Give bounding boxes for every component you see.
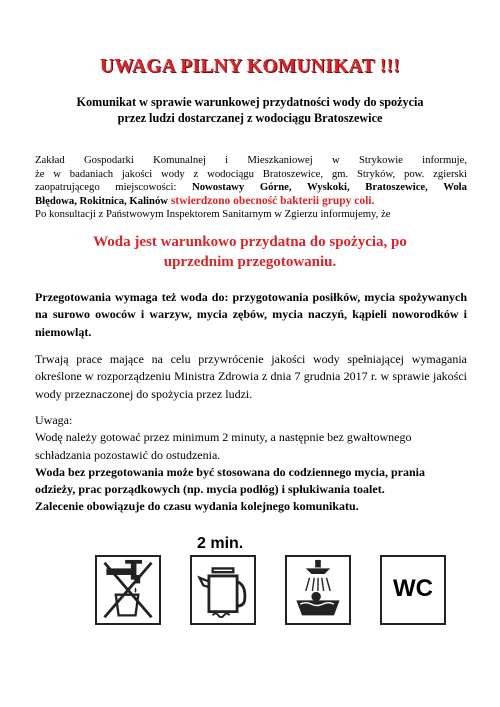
kettle-graphic — [192, 557, 254, 623]
warning-line-1: Woda jest warunkowo przydatna do spożycia, po — [93, 234, 407, 250]
intro-line-5: Po konsultacji z Państwowym Inspektorem Sanitarnym w Zgierzu informujemy, że — [35, 208, 391, 221]
intro-line-2: że w badaniach jakości wody z wodociągu Bratoszewice, gm. Stryków, pow. zgierski — [35, 167, 467, 180]
warning-line-2: uprzednim przegotowaniu. — [163, 254, 337, 270]
note-text: Wodę należy gotować przez minimum 2 minuty, a następnie bez gwałtownego schładzania pozostawić do ostudzenia. — [35, 430, 412, 462]
note-bold-2: Zalecenie obowiązuje do czasu wydania kolejnego komunikatu. — [35, 499, 359, 514]
intro-localities-2: Błędowa, Rokitnica, Kalinów — [35, 194, 169, 207]
boil-time-label: 2 min. — [197, 535, 244, 552]
note-section — [35, 412, 467, 516]
intro-line-4 — [35, 195, 467, 209]
works-paragraph: Trwają prace mające na celu przywrócenie jakości wody spełniającej wymagania określone w rozporządzeniu Ministra Zdrowia z dnia 7 grudnia 2017 r. w sprawie jakości wody przeznaczonej do spożycia przez ludzi. — [35, 352, 467, 401]
shower-bath-graphic — [287, 557, 349, 623]
no-tap-water-icon — [95, 555, 161, 625]
subtitle-line-2: przez ludzi dostarczanej z wodociągu Bratoszewice — [117, 111, 383, 125]
intro-localities-1: Nowostawy Górne, Wyskoki, Bratoszewice, Wola — [192, 181, 467, 194]
boiling-paragraph: Przegotowania wymaga też woda do: przygotowania posiłków, mycia spożywanych na surowo owoców i warzyw, mycia zębów, mycia naczyń, kąpieli noworodków i niemowląt. — [35, 290, 467, 339]
notice-title: UWAGA PILNY KOMUNIKAT !!! — [99, 56, 401, 77]
subtitle-line-1: Komunikat w sprawie warunkowej przydatności wody do spożycia — [76, 95, 424, 109]
bacteria-statement: stwierdzono obecność bakterii grupy coli. — [168, 194, 375, 207]
note-heading: Uwaga: — [35, 413, 73, 427]
notice-subtitle — [40, 94, 460, 126]
intro-paragraph — [35, 154, 467, 222]
no-tap-water-graphic — [97, 557, 159, 623]
intro-line-1: Zakład Gospodarki Komunalnej i Mieszkaniowej w Strykowie informuje, — [35, 154, 467, 166]
intro-line-3 — [35, 181, 467, 195]
warning-headline — [20, 232, 480, 272]
kettle-icon — [190, 555, 256, 625]
intro-line-3-text: zaopatrującego miejscowości: — [35, 181, 192, 194]
shower-bath-icon — [285, 555, 351, 625]
note-bold-1: Woda bez przegotowania może być stosowana do codziennego mycia, prania odzieży, prac porządkowych (np. mycia podłóg) i spłukiwania toalet. — [35, 464, 425, 497]
wc-icon — [380, 555, 446, 625]
wc-label: WC — [393, 575, 433, 602]
